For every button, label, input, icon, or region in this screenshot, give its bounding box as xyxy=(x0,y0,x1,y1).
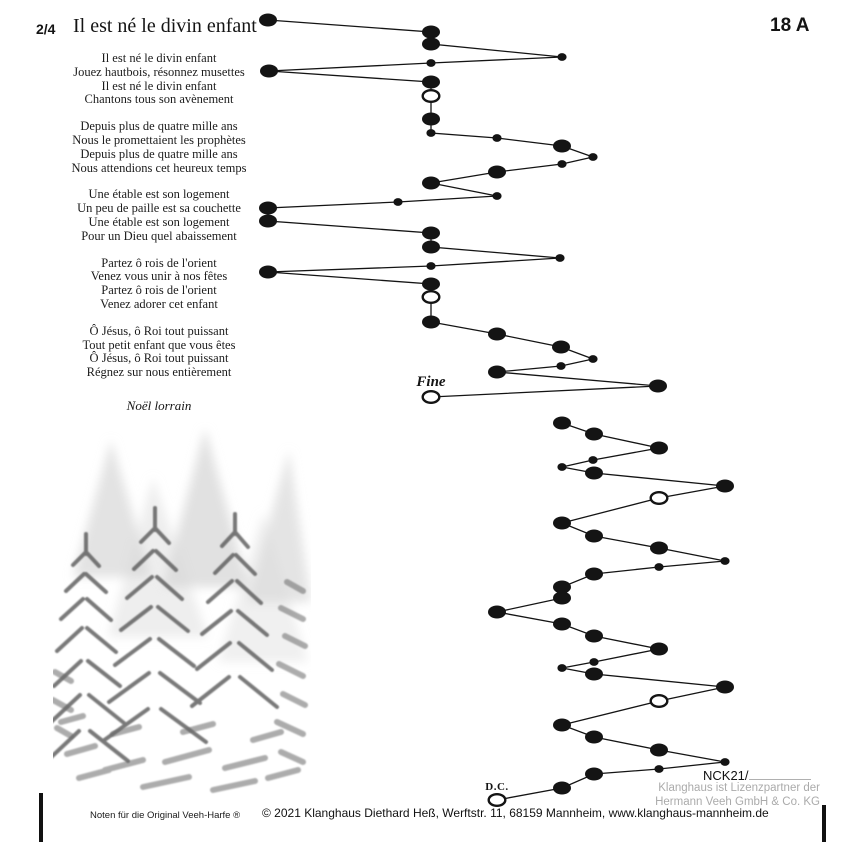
quarter-note xyxy=(553,417,571,430)
half-note xyxy=(423,291,440,303)
song-title: Il est né le divin enfant xyxy=(73,15,257,37)
quarter-note xyxy=(553,618,571,631)
quarter-note xyxy=(585,630,603,643)
verse-line: Pour un Dieu quel abaissement xyxy=(81,228,237,243)
quarter-note xyxy=(422,177,440,190)
right-margin-bar xyxy=(822,805,826,842)
quarter-note xyxy=(649,380,667,393)
half-note xyxy=(651,695,668,707)
eighth-note xyxy=(654,563,663,571)
quarter-note xyxy=(585,568,603,581)
verse-line: Un peu de paille est sa couchette xyxy=(77,201,241,216)
quarter-note xyxy=(585,530,603,543)
edition-note: Noten für die Original Veeh-Harfe ® xyxy=(90,810,241,821)
fine-marker: Fine xyxy=(416,374,446,390)
quarter-note xyxy=(585,467,603,480)
quarter-note xyxy=(585,428,603,441)
da-capo-marker: D.C. xyxy=(485,781,509,793)
quarter-note xyxy=(259,202,277,215)
quarter-note xyxy=(488,606,506,619)
quarter-note xyxy=(422,278,440,291)
verse-line: Une étable est son logement xyxy=(88,187,230,202)
eighth-note xyxy=(426,262,435,270)
verse-line: Tout petit enfant que vous êtes xyxy=(82,337,236,352)
license-line-1: Klanghaus ist Lizenzpartner der xyxy=(658,782,820,794)
quarter-note xyxy=(259,14,277,27)
verse-line: Ô Jésus, ô Roi tout puissant xyxy=(89,351,229,366)
eighth-note xyxy=(654,765,663,773)
eighth-note xyxy=(393,198,402,206)
quarter-note xyxy=(716,480,734,493)
copyright-line: © 2021 Klanghaus Diethard Heß, Werftstr. 11, 68159 Mannheim, www.klanghaus-mannheim.de xyxy=(262,806,769,820)
eighth-note xyxy=(588,153,597,161)
eighth-note xyxy=(557,463,566,471)
winter-forest-sketch-image xyxy=(53,422,311,800)
eighth-note xyxy=(556,362,565,370)
eighth-note xyxy=(588,456,597,464)
eighth-note xyxy=(720,557,729,565)
half-note xyxy=(423,391,440,403)
verse-line: Il est né le divin enfant xyxy=(101,78,217,93)
quarter-note xyxy=(488,166,506,179)
quarter-note xyxy=(422,227,440,240)
half-note xyxy=(489,794,506,806)
quarter-note xyxy=(553,719,571,732)
note-path-part-2 xyxy=(488,417,734,806)
note-path-part-1 xyxy=(259,14,667,403)
quarter-note xyxy=(650,643,668,656)
eighth-note xyxy=(588,355,597,363)
quarter-note xyxy=(422,113,440,126)
license-line-2: Hermann Veeh GmbH & Co. KG xyxy=(655,796,820,808)
verse-line: Partez ô rois de l'orient xyxy=(101,283,217,298)
eighth-note xyxy=(557,664,566,672)
background-trees xyxy=(73,428,311,662)
eighth-note xyxy=(426,59,435,67)
quarter-note xyxy=(553,592,571,605)
half-note xyxy=(423,90,440,102)
eighth-note xyxy=(426,129,435,137)
verse-line: Jouez hautbois, résonnez musettes xyxy=(73,64,245,79)
left-margin-bar xyxy=(39,793,43,842)
quarter-note xyxy=(585,768,603,781)
quarter-note xyxy=(553,140,571,153)
quarter-note xyxy=(422,38,440,51)
eighth-note xyxy=(557,160,566,168)
verse-line: Il est né le divin enfant xyxy=(101,51,217,65)
quarter-note xyxy=(650,542,668,555)
quarter-note xyxy=(650,442,668,455)
quarter-note xyxy=(585,668,603,681)
eighth-note xyxy=(555,254,564,262)
page-number-label: 18 A xyxy=(770,15,810,36)
catalog-blank-line xyxy=(749,768,811,780)
half-note xyxy=(651,492,668,504)
quarter-note xyxy=(259,266,277,279)
verse-line: Depuis plus de quatre mille ans xyxy=(80,119,238,134)
eighth-note xyxy=(589,658,598,666)
quarter-note xyxy=(259,215,277,228)
quarter-note xyxy=(716,681,734,694)
quarter-note xyxy=(488,366,506,379)
eighth-note xyxy=(720,758,729,766)
verse-line: Ô Jésus, ô Roi tout puissant xyxy=(89,323,229,338)
eighth-note xyxy=(557,53,566,61)
eighth-note xyxy=(492,192,501,200)
quarter-note xyxy=(422,26,440,39)
eighth-note xyxy=(492,134,501,142)
catalog-number-text: NCK21/ xyxy=(703,768,749,783)
verse-line: Chantons tous son avènement xyxy=(84,92,234,107)
quarter-note xyxy=(552,341,570,354)
quarter-note xyxy=(422,76,440,89)
quarter-note xyxy=(422,316,440,329)
quarter-note xyxy=(650,744,668,757)
quarter-note xyxy=(585,731,603,744)
verse-line: Régnez sur nous entièrement xyxy=(86,365,232,380)
verse-line: Partez ô rois de l'orient xyxy=(101,255,217,270)
verse-line: Nous attendions cet heureux temps xyxy=(71,160,247,175)
quarter-note xyxy=(260,65,278,78)
quarter-note xyxy=(553,517,571,530)
verse-line: Venez vous unir à nos fêtes xyxy=(90,269,228,284)
quarter-note xyxy=(488,328,506,341)
song-attribution: Noël lorrain xyxy=(126,398,192,413)
verse-line: Une étable est son logement xyxy=(88,214,230,229)
verse-line: Nous le promettaient les prophètes xyxy=(72,132,246,147)
verse-line: Depuis plus de quatre mille ans xyxy=(80,146,238,161)
quarter-note xyxy=(422,241,440,254)
verse-line: Venez adorer cet enfant xyxy=(100,296,218,311)
catalog-number xyxy=(703,768,811,783)
time-signature: 2/4 xyxy=(36,21,56,37)
